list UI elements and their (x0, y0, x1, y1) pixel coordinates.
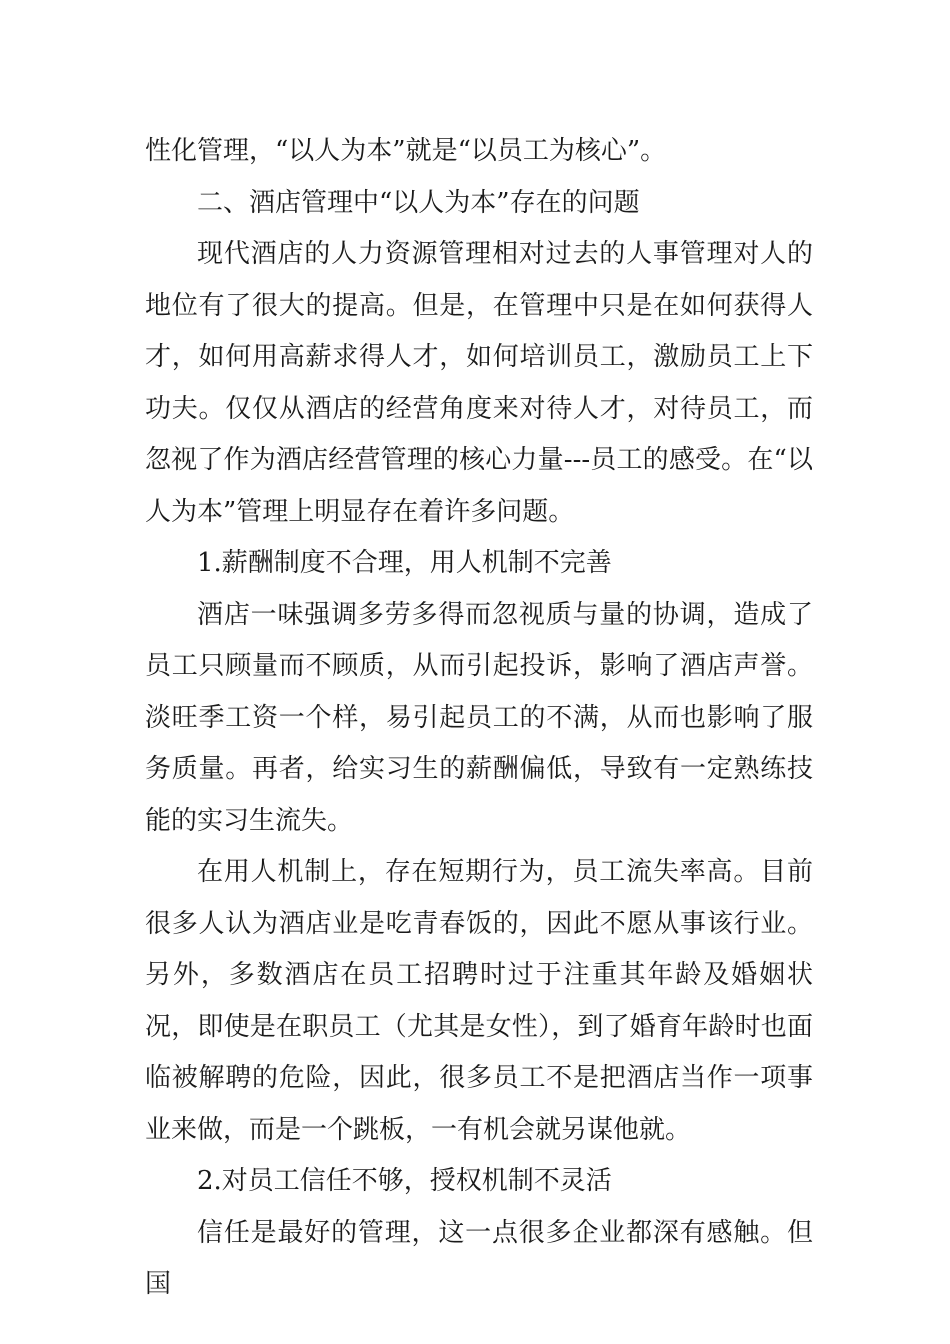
paragraph: 信任是最好的管理，这一点很多企业都深有感触。但国 (145, 1217, 813, 1299)
paragraph: 现代酒店的人力资源管理相对过去的人事管理对人的地位有了很大的提高。但是，在管理中只是在如何获得人才，如何用高薪求得人才，如何培训员工，激励员工上下功夫。仅仅从酒店的经营角度来对待人才，对待员工，而忽视了作为酒店经营管理的核心力量---员工的感受。在“以人为本”管理上明显存在着许多问题。 (145, 239, 813, 527)
paragraph: 性化管理，“以人为本”就是“以员工为核心”。 (145, 136, 667, 166)
section-heading: 二、酒店管理中“以人为本”存在的问题 (197, 187, 640, 218)
paragraph: 酒店一味强调多劳多得而忽视质与量的协调，造成了员工只顾量而不顾质，从而引起投诉，影响了酒店声誉。淡旺季工资一个样，易引起员工的不满，从而也影响了服务质量。再者，给实习生的薪酬偏低，导致有一定熟练技能的实习生流失。 (145, 599, 813, 836)
paragraph: 在用人机制上，存在短期行为，员工流失率高。目前很多人认为酒店业是吃青春饭的，因此不愿从事该行业。另外，多数酒店在员工招聘时过于注重其年龄及婚姻状况，即使是在职员工（尤其是女性），到了婚育年龄时也面临被解聘的危险，因此，很多员工不是把酒店当作一项事业来做，而是一个跳板，一有机会就另谋他就。 (145, 857, 813, 1145)
subsection-heading: 2.对员工信任不够，授权机制不灵活 (197, 1166, 612, 1196)
body-text (145, 126, 813, 1311)
subsection-heading: 1.薪酬制度不合理，用人机制不完善 (197, 548, 612, 578)
